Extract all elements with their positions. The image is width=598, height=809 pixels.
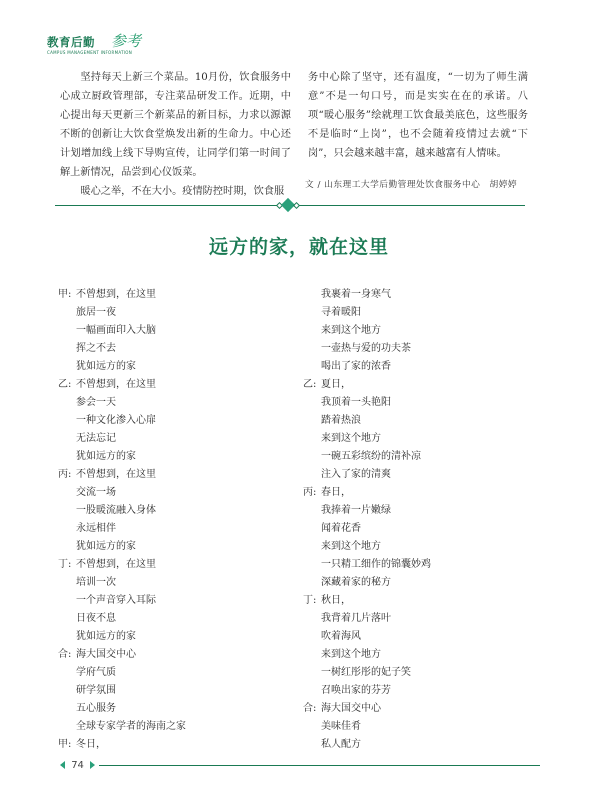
author-credit: 文 / 山东理工大学后勤管理处饮食服务中心 胡婷婷 [305, 180, 518, 190]
poem-text: 来到这个地方 [321, 433, 381, 444]
poem-text: 冬日， [76, 739, 106, 750]
poem-speaker: 甲: [58, 289, 72, 300]
poem-speaker: 丁: [303, 595, 317, 606]
poem-line [303, 574, 431, 592]
poem-text: 海大国交中心 [321, 703, 381, 714]
top-paragraph-2: 暖心之举，不在大小。疫情防控时期，饮食服 [80, 186, 285, 197]
poem-text: 参会一天 [76, 397, 116, 408]
poem-speaker: 合: [58, 649, 72, 660]
logo-subtitle: CAMPUS MANAGEMENT INFORMATION [47, 50, 133, 55]
page-next-arrow-icon [90, 761, 95, 769]
poem-speaker: 乙: [303, 379, 317, 390]
poem-text: 一树红彤彤的妃子笑 [321, 667, 411, 678]
poem-line [58, 646, 186, 664]
poem-text: 海大国交中心 [76, 649, 136, 660]
poem-text: 吹着海风 [321, 631, 361, 642]
poem-line [58, 358, 186, 376]
poem-speaker: 甲: [58, 739, 72, 750]
poem-text: 旅居一夜 [76, 307, 116, 318]
poem-speaker: 合: [303, 703, 317, 714]
poem-text: 犹如远方的家 [76, 451, 136, 462]
poem-line [303, 448, 431, 466]
poem-text: 一个声音穿入耳际 [76, 595, 156, 606]
poem-text: 踏着热浪 [321, 415, 361, 426]
poem-line [303, 682, 431, 700]
poem-text: 我裹着一身寒气 [321, 289, 391, 300]
poem-line [303, 718, 431, 736]
poem-line [58, 412, 186, 430]
poem-line [303, 592, 431, 610]
poem-line [303, 358, 431, 376]
logo-title: 教育后勤 [47, 35, 95, 49]
poem-line [303, 736, 431, 754]
poem-line [303, 628, 431, 646]
poem-text: 无法忘记 [76, 433, 116, 444]
poem-speaker: 丁: [58, 559, 72, 570]
poem-text: 全球专家学者的海南之家 [76, 721, 186, 732]
poem-line [303, 322, 431, 340]
poem-text: 闻着花香 [321, 523, 361, 534]
poem-text: 一幅画面印入大脑 [76, 325, 156, 336]
logo-script: 参考 [111, 32, 142, 50]
poem-text: 犹如远方的家 [76, 541, 136, 552]
poem-line [58, 340, 186, 358]
poem-line [303, 664, 431, 682]
poem-text: 一股暖流融入身体 [76, 505, 156, 516]
poem-line [303, 556, 431, 574]
poem-text: 寻着暖阳 [321, 307, 361, 318]
poem-text: 不曾想到，在这里 [76, 559, 156, 570]
poem-text: 培训一次 [76, 577, 116, 588]
poem-text: 交流一场 [76, 487, 116, 498]
poem-line [58, 520, 186, 538]
poem-text: 秋日， [321, 595, 351, 606]
poem-line [58, 286, 186, 304]
poem-line [58, 538, 186, 556]
poem-text: 永远相伴 [76, 523, 116, 534]
poem-line [303, 502, 431, 520]
poem-line [58, 466, 186, 484]
poem-line [58, 574, 186, 592]
poem-text: 召唤出家的芬芳 [321, 685, 391, 696]
poem-text: 我背着几片落叶 [321, 613, 391, 624]
poem-line [303, 484, 431, 502]
page-footer [60, 760, 99, 771]
poem-line [303, 394, 431, 412]
poem-line [58, 682, 186, 700]
poem-line [303, 538, 431, 556]
poem-text: 来到这个地方 [321, 325, 381, 336]
top-article-right-column: 务中心除了坚守，还有温度，“一切为了师生满意”不是一句口号，而是实实在在的承诺。八项“暖心服务”绘就理工饮食最美底色，这些服务不是临时“上岗”，也不会随着疫情过去就“下岗”，只会越来越丰富，越来越富有人情味。 [308, 72, 528, 159]
poem-line [303, 700, 431, 718]
poem-line [58, 376, 186, 394]
poem-line [58, 304, 186, 322]
poem-line [303, 412, 431, 430]
poem-line [58, 394, 186, 412]
poem-text: 一种文化渗入心扉 [76, 415, 156, 426]
poem-line [303, 376, 431, 394]
poem-line [58, 592, 186, 610]
poem-line [303, 340, 431, 358]
poem-line [58, 700, 186, 718]
poem-line [303, 430, 431, 448]
poem-line [58, 718, 186, 736]
poem-line [303, 304, 431, 322]
poem-line [303, 610, 431, 628]
poem-right-column [303, 286, 431, 754]
poem-line [58, 484, 186, 502]
top-paragraph-1: 坚持每天上新三个菜品。10月份，饮食服务中心成立厨政管理部，专注菜品研发工作。近期，中心提出每天更新三个新菜品的新目标，力求以源源不断的创新让大饮食堂焕发出新的生命力。中心还计划增加线上线下导购宣传，让同学们第一时间了解上新情况，品尝到心仪饭菜。 [60, 72, 291, 178]
poem-text: 不曾想到，在这里 [76, 469, 156, 480]
poem-text: 不曾想到，在这里 [76, 379, 156, 390]
section-divider [55, 197, 525, 213]
poem-text: 我捧着一片嫩绿 [321, 505, 391, 516]
poem-text: 注入了家的清爽 [321, 469, 391, 480]
article-title: 远方的家，就在这里 [208, 236, 389, 258]
poem-text: 我顶着一头艳阳 [321, 397, 391, 408]
poem-line [58, 448, 186, 466]
poem-text: 来到这个地方 [321, 541, 381, 552]
poem-text: 犹如远方的家 [76, 361, 136, 372]
poem-line [303, 286, 431, 304]
poem-speaker: 丙: [58, 469, 72, 480]
poem-line [58, 610, 186, 628]
poem-text: 学府气质 [76, 667, 116, 678]
poem-line [303, 466, 431, 484]
poem-left-column [58, 286, 186, 754]
poem-speaker: 丙: [303, 487, 317, 498]
footer-rule [95, 765, 540, 766]
poem-text: 美味佳肴 [321, 721, 361, 732]
poem-text: 挥之不去 [76, 343, 116, 354]
poem-text: 日夜不息 [76, 613, 116, 624]
page-number: 74 [71, 760, 84, 771]
poem-line [58, 502, 186, 520]
poem-text: 犹如远方的家 [76, 631, 136, 642]
poem-line [58, 628, 186, 646]
poem-text: 一壶热与爱的功夫茶 [321, 343, 411, 354]
page-prev-arrow-icon [60, 761, 65, 769]
poem-text: 五心服务 [76, 703, 116, 714]
poem-line [58, 664, 186, 682]
poem-text: 喝出了家的浓香 [321, 361, 391, 372]
poem-text: 深藏着家的秘方 [321, 577, 391, 588]
poem-line [58, 430, 186, 448]
poem-text: 夏日， [321, 379, 351, 390]
poem-line [303, 520, 431, 538]
poem-line [58, 322, 186, 340]
poem-text: 春日， [321, 487, 351, 498]
poem-line [58, 556, 186, 574]
poem-speaker: 乙: [58, 379, 72, 390]
poem-line [58, 736, 186, 754]
poem-text: 一碗五彩缤纷的清补凉 [321, 451, 421, 462]
poem-text: 研学氛围 [76, 685, 116, 696]
poem-text: 一只精工细作的锦囊妙鸡 [321, 559, 431, 570]
poem-line [303, 646, 431, 664]
poem-text: 不曾想到，在这里 [76, 289, 156, 300]
top-article-left-column [60, 68, 291, 201]
magazine-logo [47, 30, 157, 62]
poem-text: 私人配方 [321, 739, 361, 750]
poem-text: 来到这个地方 [321, 649, 381, 660]
